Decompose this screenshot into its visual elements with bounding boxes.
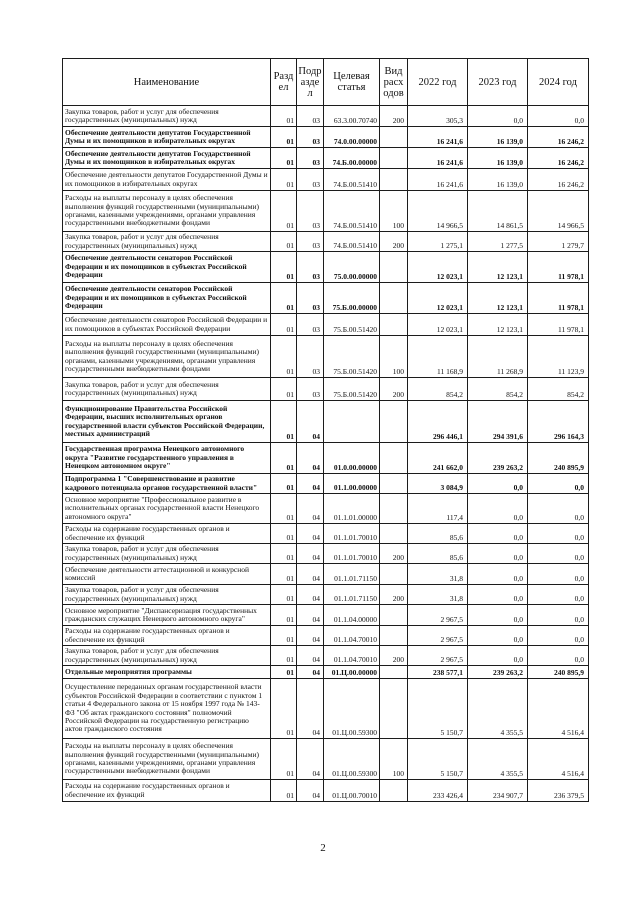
cell-2024: 296 164,3 [528, 401, 589, 443]
cell-2023: 14 861,5 [468, 191, 528, 232]
cell-subsection: 03 [297, 169, 324, 191]
budget-table [62, 58, 589, 802]
header-2023-cell [468, 59, 528, 106]
cell-name: Расходы на выплаты персоналу в целях обеспечения выполнения функций государственными (муниципальными) органами, казенными учреждениями, органами управления государственными внебюджетными фондами [63, 739, 271, 780]
table-row [63, 283, 589, 314]
table-row [63, 232, 589, 252]
cell-2024: 11 123,9 [528, 336, 589, 378]
cell-subsection: 04 [297, 524, 324, 544]
cell-subsection: 04 [297, 474, 324, 494]
cell-section: 01 [271, 564, 297, 585]
cell-name: Обеспечение деятельности сенаторов Российской Федерации и их помощников в субъектах Российской Федерации [63, 283, 271, 314]
cell-2023: 294 391,6 [468, 401, 528, 443]
table-row [63, 605, 589, 626]
cell-subsection: 03 [297, 378, 324, 401]
header-target-article: Целевая статья [333, 71, 370, 93]
cell-name: Обеспечение деятельности депутатов Государственной Думы и их помощников в избирательных округах [63, 148, 271, 169]
cell-2024: 0,0 [528, 585, 589, 605]
cell-2024: 0,0 [528, 106, 589, 127]
header-2024: 2024 год [539, 76, 577, 88]
cell-2024: 16 246,2 [528, 127, 589, 148]
cell-target-article: 01.1.04.70010 [324, 646, 380, 666]
table-row [63, 585, 589, 605]
table-row [63, 127, 589, 148]
cell-expense-type: 100 [380, 336, 408, 378]
cell-name: Расходы на выплаты персоналу в целях обеспечения выполнения функций государственными (муниципальными) органами, казенными учреждениями, органами управления государственными внебюджетными фондами [63, 336, 271, 378]
cell-section: 01 [271, 336, 297, 378]
cell-2024: 0,0 [528, 494, 589, 524]
cell-section: 01 [271, 646, 297, 666]
cell-target-article: 01.Ц.00.70010 [324, 780, 380, 802]
cell-2022: 3 084,9 [408, 474, 468, 494]
cell-2023: 0,0 [468, 524, 528, 544]
cell-section: 01 [271, 283, 297, 314]
cell-subsection: 03 [297, 314, 324, 336]
cell-expense-type: 100 [380, 191, 408, 232]
cell-expense-type [380, 524, 408, 544]
cell-2022: 238 577,1 [408, 666, 468, 679]
cell-2024: 0,0 [528, 544, 589, 564]
cell-expense-type: 100 [380, 739, 408, 780]
cell-section: 01 [271, 127, 297, 148]
cell-subsection: 04 [297, 585, 324, 605]
page-number: 2 [320, 842, 326, 854]
cell-subsection: 04 [297, 564, 324, 585]
cell-expense-type [380, 494, 408, 524]
cell-2023: 12 123,1 [468, 252, 528, 283]
cell-expense-type [380, 474, 408, 494]
cell-2023: 11 268,9 [468, 336, 528, 378]
cell-expense-type: 200 [380, 544, 408, 564]
cell-section: 01 [271, 169, 297, 191]
cell-expense-type [380, 564, 408, 585]
cell-target-article: 01.Ц.00.00000 [324, 666, 380, 679]
cell-subsection: 04 [297, 605, 324, 626]
table-row [63, 378, 589, 401]
cell-2022: 12 023,1 [408, 283, 468, 314]
cell-subsection: 03 [297, 106, 324, 127]
cell-2023: 0,0 [468, 544, 528, 564]
cell-name: Закупка товаров, работ и услуг для обеспечения государственных (муниципальных) нужд [63, 232, 271, 252]
cell-2022: 16 241,6 [408, 148, 468, 169]
cell-name: Закупка товаров, работ и услуг для обеспечения государственных (муниципальных) нужд [63, 378, 271, 401]
table-row [63, 191, 589, 232]
cell-2022: 16 241,6 [408, 169, 468, 191]
table-row [63, 494, 589, 524]
cell-2024: 16 246,2 [528, 169, 589, 191]
cell-section: 01 [271, 524, 297, 544]
cell-2024: 0,0 [528, 626, 589, 646]
cell-expense-type [380, 127, 408, 148]
cell-name: Основное мероприятие "Профессиональное развитие в исполнительных органах государственной власти Ненецкого автономного округа" [63, 494, 271, 524]
cell-section: 01 [271, 443, 297, 474]
cell-name: Закупка товаров, работ и услуг для обеспечения государственных (муниципальных) нужд [63, 106, 271, 127]
cell-2023: 0,0 [468, 646, 528, 666]
table-row [63, 679, 589, 739]
cell-expense-type: 200 [380, 106, 408, 127]
cell-name: Расходы на выплаты персоналу в целях обеспечения выполнения функций государственными (муниципальными) органами, казенными учреждениями, органами управления государственными внебюджетными фондами [63, 191, 271, 232]
cell-2023: 0,0 [468, 106, 528, 127]
cell-expense-type [380, 666, 408, 679]
cell-section: 01 [271, 378, 297, 401]
header-name: Наименование [133, 76, 200, 88]
cell-target-article: 01.Ц.00.59300 [324, 679, 380, 739]
cell-subsection: 03 [297, 148, 324, 169]
cell-2024: 854,2 [528, 378, 589, 401]
cell-target-article: 01.1.01.70010 [324, 544, 380, 564]
header-2023: 2023 год [478, 76, 517, 88]
cell-section: 01 [271, 679, 297, 739]
cell-subsection: 04 [297, 494, 324, 524]
cell-section: 01 [271, 232, 297, 252]
cell-target-article: 01.1.04.70010 [324, 626, 380, 646]
cell-2023: 12 123,1 [468, 314, 528, 336]
cell-2022: 2 967,5 [408, 646, 468, 666]
cell-2022: 16 241,6 [408, 127, 468, 148]
cell-expense-type [380, 252, 408, 283]
cell-2022: 85,6 [408, 544, 468, 564]
header-name-cell [63, 59, 271, 106]
cell-subsection: 04 [297, 780, 324, 802]
cell-target-article: 01.1.01.00000 [324, 494, 380, 524]
cell-expense-type: 200 [380, 378, 408, 401]
cell-2023: 12 123,1 [468, 283, 528, 314]
cell-expense-type [380, 626, 408, 646]
table-row [63, 148, 589, 169]
cell-2022: 11 168,9 [408, 336, 468, 378]
cell-subsection: 04 [297, 739, 324, 780]
table-row [63, 336, 589, 378]
cell-2023: 16 139,0 [468, 148, 528, 169]
cell-2023: 16 139,0 [468, 169, 528, 191]
cell-expense-type [380, 443, 408, 474]
cell-name: Обеспечение деятельности сенаторов Российской Федерации и их помощников в субъектах Российской Федерации [63, 252, 271, 283]
table-body [63, 106, 589, 802]
cell-2023: 0,0 [468, 605, 528, 626]
header-2024-cell [528, 59, 589, 106]
cell-2024: 0,0 [528, 605, 589, 626]
cell-section: 01 [271, 401, 297, 443]
cell-section: 01 [271, 474, 297, 494]
cell-section: 01 [271, 494, 297, 524]
cell-2023: 0,0 [468, 474, 528, 494]
cell-section: 01 [271, 626, 297, 646]
cell-2023: 1 277,5 [468, 232, 528, 252]
cell-2022: 2 967,5 [408, 626, 468, 646]
cell-subsection: 03 [297, 252, 324, 283]
cell-name: Обеспечение деятельности аттестационной и конкурсной комиссий [63, 564, 271, 585]
cell-name: Основное мероприятие "Диспансеризация государственных гражданских служащих Ненецкого автономного округа" [63, 605, 271, 626]
table-row [63, 524, 589, 544]
cell-target-article: 01.1.04.00000 [324, 605, 380, 626]
cell-section: 01 [271, 544, 297, 564]
header-target-article-cell [324, 59, 380, 106]
cell-2022: 5 150,7 [408, 739, 468, 780]
header-expense-type-cell [380, 59, 408, 106]
cell-2023: 854,2 [468, 378, 528, 401]
cell-2024: 236 379,5 [528, 780, 589, 802]
cell-2024: 0,0 [528, 564, 589, 585]
cell-name: Обеспечение деятельности сенаторов Российской Федерации и их помощников в субъектах Российской Федерации [63, 314, 271, 336]
cell-2022: 85,6 [408, 524, 468, 544]
cell-name: Закупка товаров, работ и услуг для обеспечения государственных (муниципальных) нужд [63, 646, 271, 666]
table-row [63, 739, 589, 780]
cell-section: 01 [271, 252, 297, 283]
table-row [63, 169, 589, 191]
cell-subsection: 03 [297, 127, 324, 148]
cell-section: 01 [271, 106, 297, 127]
cell-2023: 239 263,2 [468, 666, 528, 679]
cell-subsection: 04 [297, 646, 324, 666]
cell-2022: 854,2 [408, 378, 468, 401]
cell-target-article: 01.1.00.00000 [324, 474, 380, 494]
cell-target-article: 75.Б.00.51420 [324, 336, 380, 378]
table-row [63, 646, 589, 666]
cell-2022: 2 967,5 [408, 605, 468, 626]
cell-2024: 1 279,7 [528, 232, 589, 252]
cell-2023: 239 263,2 [468, 443, 528, 474]
cell-2024: 240 895,9 [528, 443, 589, 474]
cell-name: Функционирование Правительства Российской Федерации, высших исполнительных органов государственной власти субъектов Российской Федерации, местных администраций [63, 401, 271, 443]
table-row [63, 252, 589, 283]
cell-2023: 0,0 [468, 626, 528, 646]
cell-2022: 117,4 [408, 494, 468, 524]
cell-2024: 0,0 [528, 524, 589, 544]
cell-2022: 5 150,7 [408, 679, 468, 739]
cell-target-article: 75.Б.00.51420 [324, 314, 380, 336]
cell-2023: 16 139,0 [468, 127, 528, 148]
cell-2024: 0,0 [528, 474, 589, 494]
cell-target-article: 01.1.01.71150 [324, 564, 380, 585]
cell-section: 01 [271, 314, 297, 336]
cell-subsection: 04 [297, 401, 324, 443]
cell-subsection: 04 [297, 666, 324, 679]
cell-2023: 4 355,5 [468, 739, 528, 780]
cell-2022: 241 662,0 [408, 443, 468, 474]
cell-target-article: 63.3.00.70740 [324, 106, 380, 127]
cell-2022: 233 426,4 [408, 780, 468, 802]
table-row [63, 314, 589, 336]
cell-target-article: 75.0.00.00000 [324, 252, 380, 283]
cell-target-article: 74.0.00.00000 [324, 127, 380, 148]
table-row [63, 106, 589, 127]
cell-name: Подпрограмма 1 "Совершенствование и развитие кадрового потенциала органов государственной власти" [63, 474, 271, 494]
table-row [63, 474, 589, 494]
cell-name: Расходы на содержание государственных органов и обеспечение их функций [63, 780, 271, 802]
table-row [63, 626, 589, 646]
cell-2022: 12 023,1 [408, 314, 468, 336]
cell-subsection: 04 [297, 443, 324, 474]
cell-2024: 16 246,2 [528, 148, 589, 169]
cell-section: 01 [271, 585, 297, 605]
table-row [63, 443, 589, 474]
cell-name: Расходы на содержание государственных органов и обеспечение их функций [63, 626, 271, 646]
cell-section: 01 [271, 605, 297, 626]
cell-2022: 12 023,1 [408, 252, 468, 283]
cell-2022: 305,3 [408, 106, 468, 127]
cell-name: Отдельные мероприятия программы [63, 666, 271, 679]
cell-name: Расходы на содержание государственных органов и обеспечение их функций [63, 524, 271, 544]
cell-target-article: 01.0.00.00000 [324, 443, 380, 474]
cell-name: Обеспечение деятельности депутатов Государственной Думы и их помощников в избирательных округах [63, 169, 271, 191]
cell-section: 01 [271, 148, 297, 169]
cell-name: Обеспечение деятельности депутатов Государственной Думы и их помощников в избирательных округах [63, 127, 271, 148]
cell-2023: 0,0 [468, 494, 528, 524]
table-header [63, 59, 589, 106]
cell-expense-type: 200 [380, 646, 408, 666]
header-2022-cell [408, 59, 468, 106]
cell-target-article: 01.Ц.00.59300 [324, 739, 380, 780]
cell-2023: 4 355,5 [468, 679, 528, 739]
header-2022: 2022 год [418, 76, 457, 88]
cell-target-article: 75.Б.00.00000 [324, 283, 380, 314]
header-section: Раздел [273, 71, 294, 93]
cell-2024: 4 516,4 [528, 679, 589, 739]
cell-name: Закупка товаров, работ и услуг для обеспечения государственных (муниципальных) нужд [63, 544, 271, 564]
cell-subsection: 03 [297, 336, 324, 378]
cell-2023: 0,0 [468, 585, 528, 605]
table-row [63, 780, 589, 802]
cell-section: 01 [271, 191, 297, 232]
cell-2024: 11 978,1 [528, 283, 589, 314]
cell-target-article: 74.Б.00.51410 [324, 191, 380, 232]
cell-2023: 234 907,7 [468, 780, 528, 802]
cell-target-article: 75.Б.00.51420 [324, 378, 380, 401]
cell-expense-type: 200 [380, 232, 408, 252]
cell-2024: 240 895,9 [528, 666, 589, 679]
cell-2024: 0,0 [528, 646, 589, 666]
header-subsection-cell [297, 59, 324, 106]
cell-name: Закупка товаров, работ и услуг для обеспечения государственных (муниципальных) нужд [63, 585, 271, 605]
cell-section: 01 [271, 666, 297, 679]
cell-expense-type [380, 780, 408, 802]
cell-expense-type [380, 148, 408, 169]
cell-2022: 14 966,5 [408, 191, 468, 232]
cell-2024: 11 978,1 [528, 314, 589, 336]
cell-2022: 31,8 [408, 585, 468, 605]
cell-name: Государственная программа Ненецкого автономного округа "Развитие государственного управления в Ненецком автономном округе" [63, 443, 271, 474]
table-row [63, 564, 589, 585]
cell-expense-type [380, 605, 408, 626]
cell-subsection: 04 [297, 626, 324, 646]
cell-2024: 11 978,1 [528, 252, 589, 283]
cell-expense-type [380, 401, 408, 443]
cell-target-article [324, 401, 380, 443]
header-subsection: Подраздел [298, 65, 322, 99]
cell-2022: 1 275,1 [408, 232, 468, 252]
cell-2023: 0,0 [468, 564, 528, 585]
cell-subsection: 03 [297, 283, 324, 314]
header-row [63, 59, 589, 106]
header-expense-type: Вид расходов [383, 65, 404, 99]
cell-subsection: 03 [297, 191, 324, 232]
cell-subsection: 04 [297, 544, 324, 564]
cell-2024: 14 966,5 [528, 191, 589, 232]
cell-section: 01 [271, 739, 297, 780]
cell-expense-type [380, 314, 408, 336]
table-row [63, 544, 589, 564]
cell-target-article: 74.Б.00.00000 [324, 148, 380, 169]
cell-subsection: 04 [297, 679, 324, 739]
header-section-cell [271, 59, 297, 106]
cell-expense-type [380, 679, 408, 739]
table-row [63, 666, 589, 679]
cell-target-article: 01.1.01.71150 [324, 585, 380, 605]
cell-section: 01 [271, 780, 297, 802]
cell-2022: 31,8 [408, 564, 468, 585]
cell-target-article: 74.Б.00.51410 [324, 169, 380, 191]
cell-name: Осуществление переданных органам государственной власти субъектов Российской Федерации в соответствии с пунктом 1 статьи 4 Федерального закона от 15 ноября 1997 года № 143-ФЗ "Об актах гражданского состояния" полномочий Российской Федерации на государственную регистрацию актов гражданского состояния [63, 679, 271, 739]
cell-expense-type: 200 [380, 585, 408, 605]
cell-target-article: 01.1.01.70010 [324, 524, 380, 544]
cell-expense-type [380, 169, 408, 191]
cell-2024: 4 516,4 [528, 739, 589, 780]
cell-subsection: 03 [297, 232, 324, 252]
cell-target-article: 74.Б.00.51410 [324, 232, 380, 252]
cell-2022: 296 446,1 [408, 401, 468, 443]
table-row [63, 401, 589, 443]
cell-expense-type [380, 283, 408, 314]
